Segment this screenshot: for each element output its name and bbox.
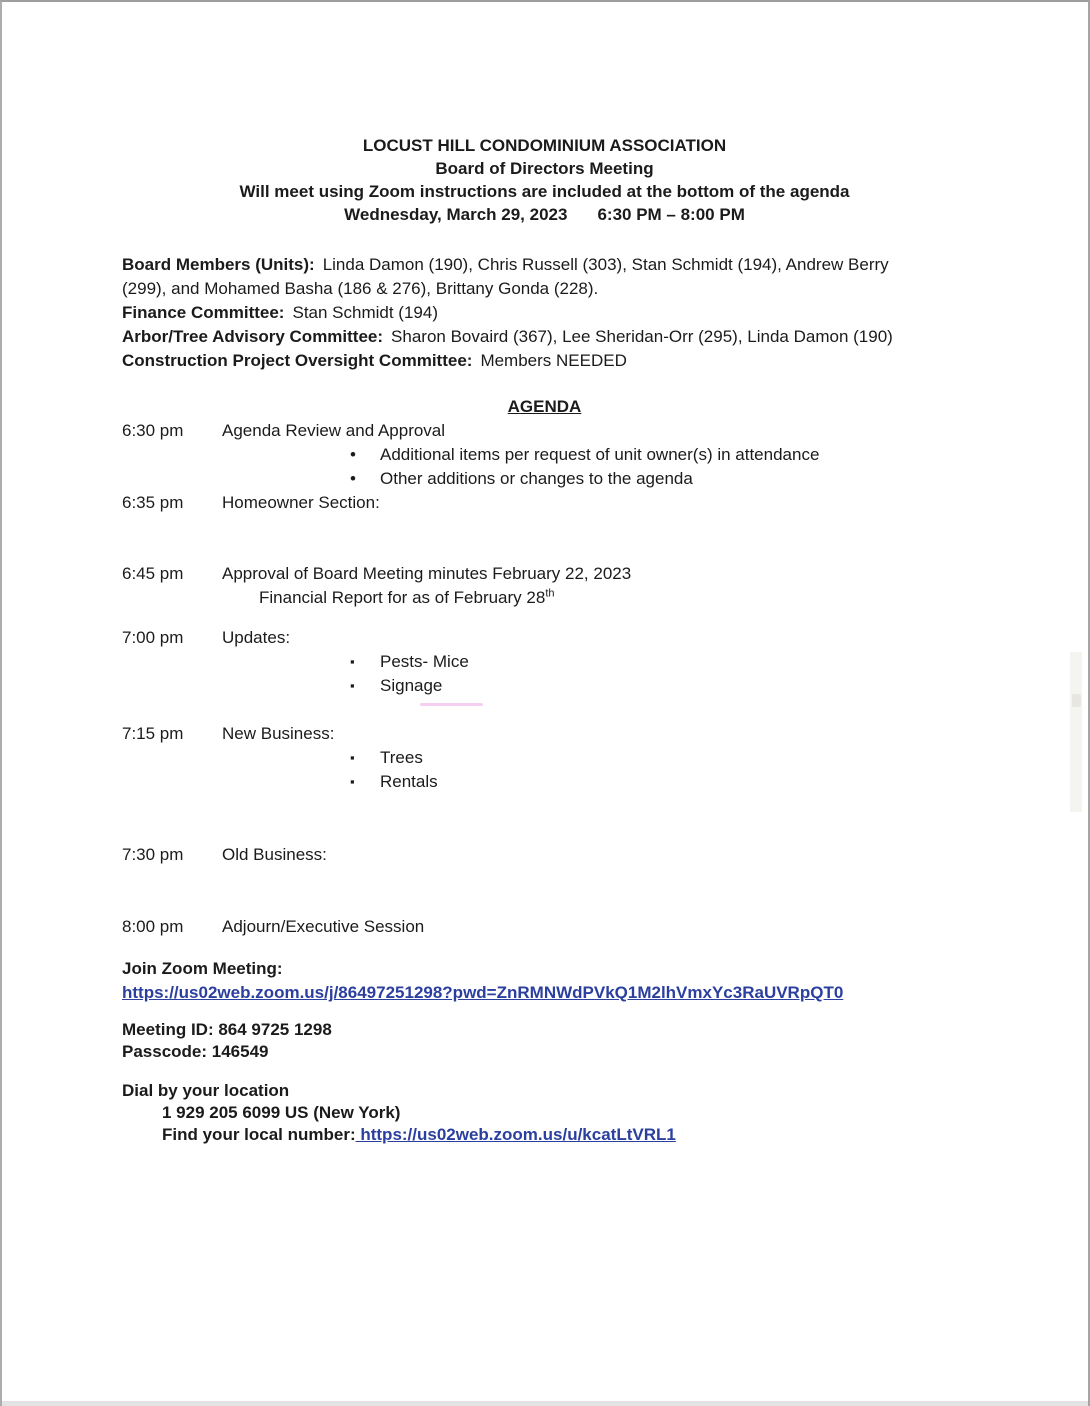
agenda-topic: Updates: <box>222 628 291 647</box>
agenda-row <box>122 722 967 746</box>
finance-committee-line <box>122 301 967 325</box>
bullet-text: Signage <box>380 676 443 695</box>
agenda-time: 7:00 pm <box>122 628 184 647</box>
agenda-topic: Old Business: <box>222 845 327 864</box>
board-members-line-2: (299), and Mohamed Basha (186 & 276), Brittany Gonda (228). <box>122 279 599 298</box>
dial-heading: Dial by your location <box>122 1081 290 1100</box>
bullet-item <box>122 650 967 674</box>
zoom-note: Will meet using Zoom instructions are included at the bottom of the agenda <box>239 182 850 201</box>
bullet-disc-icon: • <box>350 445 356 464</box>
scan-edge-artifact-nub <box>1072 694 1081 707</box>
zoom-join-section <box>122 957 967 1005</box>
board-members-line <box>122 253 967 277</box>
agenda-time: 6:35 pm <box>122 493 184 512</box>
arbor-committee-line <box>122 325 967 349</box>
agenda-time: 6:30 pm <box>122 421 184 440</box>
agenda-row <box>122 419 967 443</box>
bullet-disc-icon: • <box>350 469 356 488</box>
document-content <box>122 134 967 1146</box>
bullet-text: Additional items per request of unit owner(s) in attendance <box>380 445 820 464</box>
zoom-credentials-section <box>122 1019 967 1063</box>
agenda-time: 8:00 pm <box>122 917 184 936</box>
bullet-item <box>122 770 967 794</box>
bullet-square-icon: ▪ <box>350 654 355 669</box>
bullet-square-icon: ▪ <box>350 774 355 789</box>
local-number-label: Find your local number: <box>162 1125 356 1144</box>
bullet-item <box>122 746 967 770</box>
arbor-committee-label: Arbor/Tree Advisory Committee: <box>122 327 384 346</box>
local-number-link[interactable]: https://us02web.zoom.us/u/kcatLtVRL1 <box>355 1125 676 1144</box>
bullet-item <box>122 674 967 698</box>
finance-committee-names: Stan Schmidt (194) <box>292 303 438 322</box>
superscript-th: th <box>545 587 555 600</box>
scan-bottom-edge <box>2 1401 1088 1406</box>
meeting-time-range: 6:30 PM – 8:00 PM <box>597 205 745 224</box>
agenda-row <box>122 626 967 650</box>
bullet-item <box>122 443 967 467</box>
dial-section <box>122 1080 967 1146</box>
construction-committee-label: Construction Project Oversight Committee: <box>122 351 473 370</box>
agenda-row <box>122 915 967 939</box>
bullet-text: Pests- Mice <box>380 652 469 671</box>
bullet-text: Rentals <box>380 772 438 791</box>
agenda-row <box>122 843 967 867</box>
agenda-topic: Agenda Review and Approval <box>222 421 446 440</box>
agenda-time: 6:45 pm <box>122 564 184 583</box>
bullet-text: Other additions or changes to the agenda <box>380 469 693 488</box>
board-members-label: Board Members (Units): <box>122 255 315 274</box>
agenda-topic: Homeowner Section: <box>222 493 380 512</box>
finance-committee-label: Finance Committee: <box>122 303 285 322</box>
meeting-title: Board of Directors Meeting <box>435 159 654 178</box>
agenda-time: 7:30 pm <box>122 845 184 864</box>
agenda-topic: Adjourn/Executive Session <box>222 917 425 936</box>
agenda-heading: AGENDA <box>507 397 582 416</box>
bullet-square-icon: ▪ <box>350 678 355 693</box>
committees-section <box>122 253 967 373</box>
document-header <box>122 134 967 226</box>
association-title: LOCUST HILL CONDOMINIUM ASSOCIATION <box>362 136 727 155</box>
agenda-subline: Financial Report for as of February 28th <box>259 587 555 607</box>
agenda-topic: New Business: <box>222 724 335 743</box>
bullet-text: Trees <box>380 748 423 767</box>
agenda-topic: Approval of Board Meeting minutes February 22, 2023 <box>222 564 632 583</box>
join-zoom-label: Join Zoom Meeting: <box>122 959 283 978</box>
arbor-committee-names: Sharon Bovaird (367), Lee Sheridan-Orr (295), Linda Damon (190) <box>391 327 893 346</box>
meeting-date: Wednesday, March 29, 2023 <box>344 205 568 224</box>
date-line <box>122 203 967 226</box>
board-members-names: Linda Damon (190), Chris Russell (303), Stan Schmidt (194), Andrew Berry <box>322 255 889 274</box>
dial-number: 1 929 205 6099 US (New York) <box>162 1103 401 1122</box>
bullet-square-icon: ▪ <box>350 750 355 765</box>
agenda-time: 7:15 pm <box>122 724 184 743</box>
meeting-id: Meeting ID: 864 9725 1298 <box>122 1020 332 1039</box>
passcode: Passcode: 146549 <box>122 1042 269 1061</box>
scan-edge-artifact <box>1070 652 1082 812</box>
construction-committee-names: Members NEEDED <box>480 351 627 370</box>
agenda-row <box>122 491 967 515</box>
scan-pink-mark <box>420 703 483 706</box>
agenda-list <box>122 419 967 939</box>
zoom-meeting-link[interactable]: https://us02web.zoom.us/j/86497251298?pwd=ZnRMNWdPVkQ1M2lhVmxYc3RaUVRpQT0 <box>122 983 844 1002</box>
agenda-row <box>122 562 967 586</box>
local-number-line <box>122 1124 967 1146</box>
construction-committee-line <box>122 349 967 373</box>
bullet-item <box>122 467 967 491</box>
